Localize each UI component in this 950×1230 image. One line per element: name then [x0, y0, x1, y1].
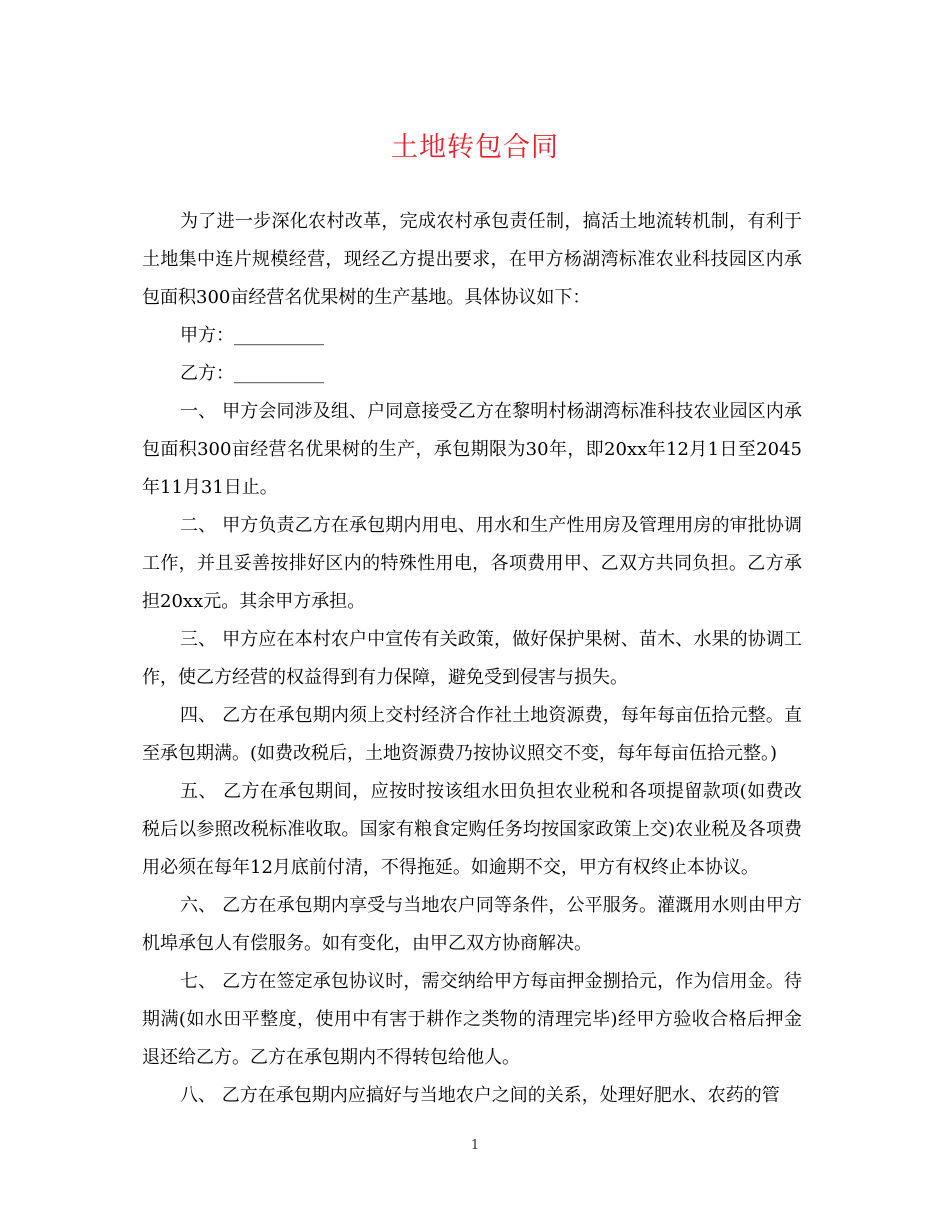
clause-3: 三、 甲方应在本村农户中宣传有关政策，做好保护果树、苗木、水果的协调工作，使乙方经营的权益得到有力保障，避免受到侵害与损失。 — [142, 629, 802, 688]
party-b-field: 乙方：__________ — [180, 363, 324, 384]
clause-6: 六、 乙方在承包期内享受与当地农户同等条件，公平服务。灌溉用水则由甲方机埠承包人有偿服务。如有变化，由甲乙双方协商解决。 — [142, 895, 802, 954]
intro-paragraph: 为了进一步深化农村改革，完成农村承包责任制，搞活土地流转机制，有利于土地集中连片规模经营，现经乙方提出要求，在甲方杨湖湾标准农业科技园区内承包面积300亩经营名优果树的生产基地。具体协议如下： — [142, 211, 802, 308]
document-title: 土地转包合同 — [391, 132, 559, 163]
party-a-field: 甲方：__________ — [180, 325, 324, 346]
clause-8: 八、 乙方在承包期内应搞好与当地农户之间的关系，处理好肥水、农药的管 — [180, 1085, 780, 1106]
clause-2: 二、 甲方负责乙方在承包期内用电、用水和生产性用房及管理用房的审批协调工作，并且妥善按排好区内的特殊性用电，各项费用甲、乙双方共同负担。乙方承担20xx元。其余甲方承担。 — [142, 515, 802, 612]
clause-7: 七、 乙方在签定承包协议时，需交纳给甲方每亩押金捌拾元，作为信用金。待期满(如水田平整度，使用中有害于耕作之类物的清理完毕)经甲方验收合格后押金退还给乙方。乙方在承包期内不得转包给他人。 — [142, 971, 802, 1068]
page-number: 1 — [470, 1138, 480, 1153]
clause-1: 一、 甲方会同涉及组、户同意接受乙方在黎明村杨湖湾标准科技农业园区内承包面积300亩经营名优果树的生产，承包期限为30年，即20xx年12月1日至2045年11月31日止。 — [142, 401, 802, 498]
clause-4: 四、 乙方在承包期内须上交村经济合作社土地资源费，每年每亩伍拾元整。直至承包期满。(如费改税后，土地资源费乃按协议照交不变，每年每亩伍拾元整。) — [142, 705, 802, 764]
clause-5: 五、 乙方在承包期间，应按时按该组水田负担农业税和各项提留款项(如费改税后以参照改税标准收取。国家有粮食定购任务均按国家政策上交)农业税及各项费用必须在每年12月底前付清，不得拖延。如逾期不交，甲方有权终止本协议。 — [142, 781, 802, 878]
document-body — [142, 203, 802, 1115]
